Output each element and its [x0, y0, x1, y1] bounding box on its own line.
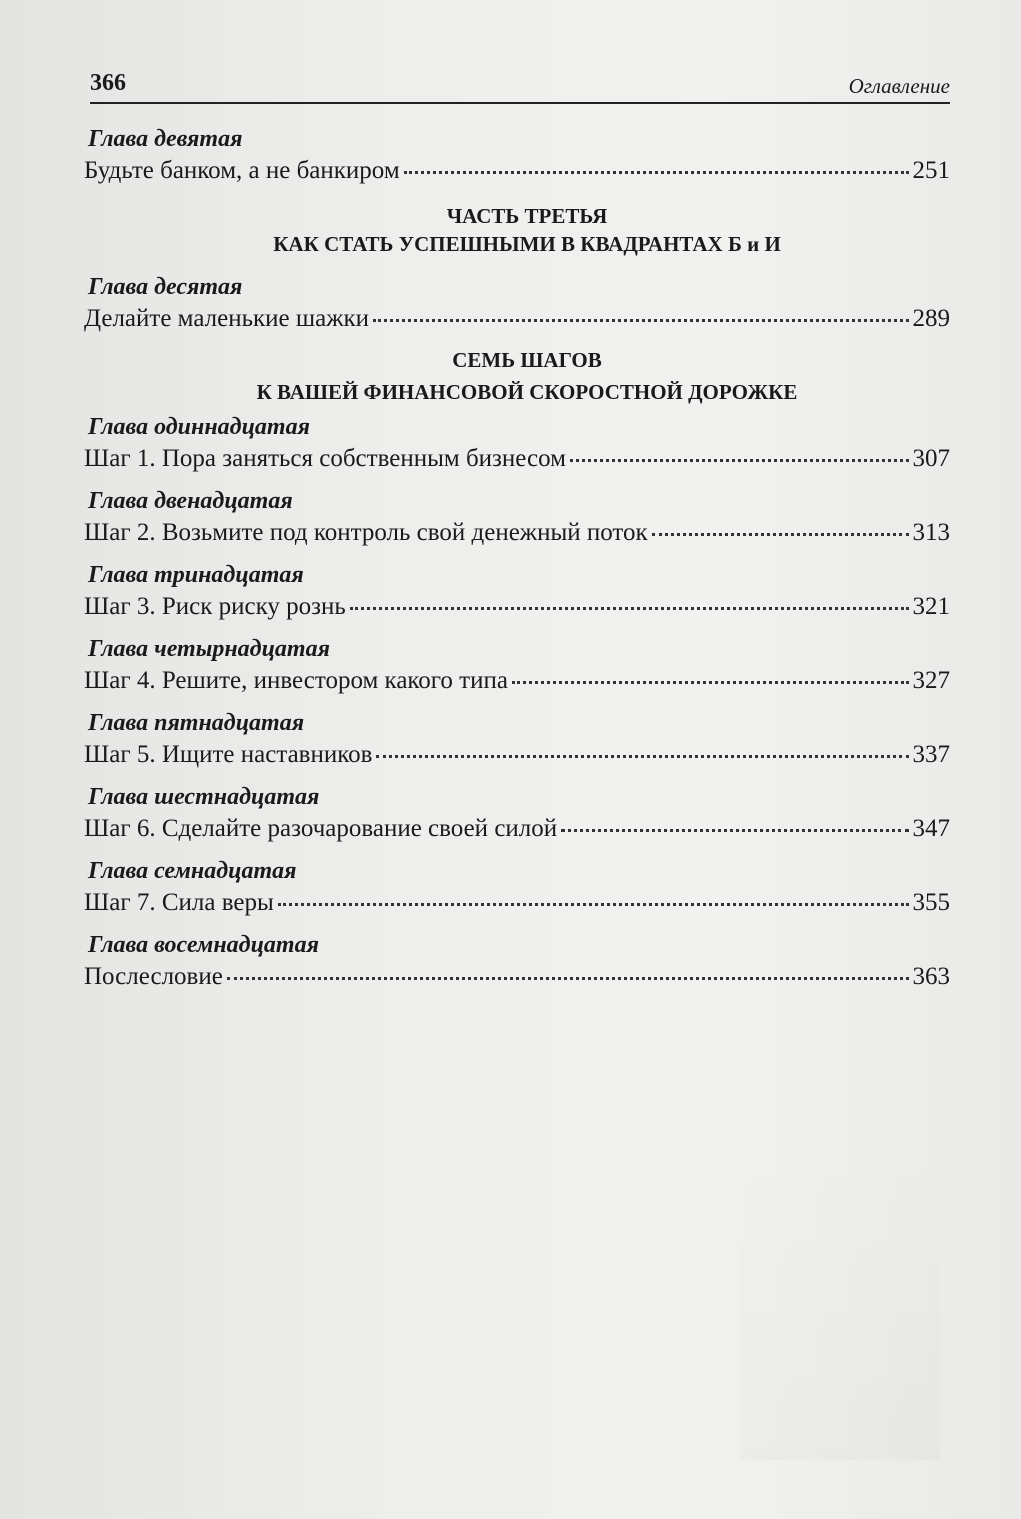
show-through-shadow	[740, 1140, 940, 1460]
chapter-label: Глава тринадцатая	[88, 562, 304, 588]
chapter-label: Глава пятнадцатая	[88, 710, 305, 736]
entry-title: Шаг 7. Сила веры	[84, 889, 274, 916]
section-heading-line: СЕМЬ ШАГОВ	[452, 348, 602, 372]
chapter-label: Глава двенадцатая	[88, 488, 293, 514]
toc-entry	[84, 886, 950, 920]
dot-leader	[227, 976, 909, 980]
dot-leader	[350, 606, 909, 610]
entry-title: Шаг 2. Возьмите под контроль свой денежный поток	[84, 519, 648, 546]
toc-chapter-10	[84, 272, 950, 336]
entry-title: Шаг 3. Риск риску рознь	[84, 593, 346, 620]
toc-chapter-12	[84, 486, 950, 550]
entry-page: 313	[912, 519, 950, 546]
table-of-contents	[84, 124, 950, 1004]
entry-page: 289	[912, 305, 950, 332]
toc-chapter-17	[84, 856, 950, 920]
chapter-label: Глава восемнадцатая	[88, 932, 319, 958]
toc-chapter-16	[84, 782, 950, 846]
entry-page: 337	[912, 741, 950, 768]
toc-chapter-14	[84, 634, 950, 698]
entry-page: 327	[912, 667, 950, 694]
toc-chapter-15	[84, 708, 950, 772]
dot-leader	[570, 458, 909, 462]
section-heading-line: К ВАШЕЙ ФИНАНСОВОЙ СКОРОСТНОЙ ДОРОЖКЕ	[256, 380, 798, 404]
toc-entry	[84, 812, 950, 846]
dot-leader	[404, 170, 909, 174]
dot-leader	[561, 828, 908, 832]
toc-chapter-18	[84, 930, 950, 994]
entry-page: 347	[912, 815, 950, 842]
chapter-label: Глава семнадцатая	[88, 858, 297, 884]
page-header	[90, 70, 950, 104]
toc-entry	[84, 516, 950, 550]
toc-entry	[84, 738, 950, 772]
toc-entry	[84, 302, 950, 336]
entry-page: 307	[912, 445, 950, 472]
entry-title: Шаг 1. Пора заняться собственным бизнесом	[84, 445, 566, 472]
entry-page: 363	[912, 963, 950, 990]
dot-leader	[512, 680, 909, 684]
entry-title: Послесловие	[84, 963, 223, 990]
dot-leader	[376, 754, 908, 758]
chapter-label: Глава шестнадцатая	[88, 784, 320, 810]
section-heading-steps	[84, 346, 950, 406]
entry-page: 251	[912, 157, 950, 184]
entry-title: Шаг 5. Ищите наставников	[84, 741, 373, 768]
entry-title: Делайте маленькие шажки	[84, 305, 370, 332]
toc-entry	[84, 442, 950, 476]
toc-entry	[84, 590, 950, 624]
chapter-label: Глава четырнадцатая	[88, 636, 330, 662]
entry-page: 321	[912, 593, 950, 620]
entry-page: 355	[912, 889, 950, 916]
toc-chapter-9	[84, 124, 950, 188]
dot-leader	[278, 902, 909, 906]
dot-leader	[652, 532, 909, 536]
part-heading-3	[84, 202, 950, 258]
dot-leader	[373, 318, 908, 322]
chapter-label: Глава девятая	[88, 126, 243, 152]
toc-entry	[84, 154, 950, 188]
toc-entry	[84, 960, 950, 994]
part-heading-line: ЧАСТЬ ТРЕТЬЯ	[446, 204, 608, 228]
page-number: 366	[90, 70, 126, 96]
chapter-label: Глава десятая	[88, 274, 243, 300]
entry-title: Шаг 6. Сделайте разочарование своей силой	[84, 815, 558, 842]
part-heading-line: КАК СТАТЬ УСПЕШНЫМИ В КВАДРАНТАХ Б и И	[273, 232, 781, 256]
running-title: Оглавление	[848, 74, 950, 98]
entry-title: Шаг 4. Решите, инвестором какого типа	[84, 667, 508, 694]
chapter-label: Глава одиннадцатая	[88, 414, 310, 440]
toc-chapter-13	[84, 560, 950, 624]
entry-title: Будьте банком, а не банкиром	[84, 157, 400, 184]
toc-entry	[84, 664, 950, 698]
toc-chapter-11	[84, 412, 950, 476]
